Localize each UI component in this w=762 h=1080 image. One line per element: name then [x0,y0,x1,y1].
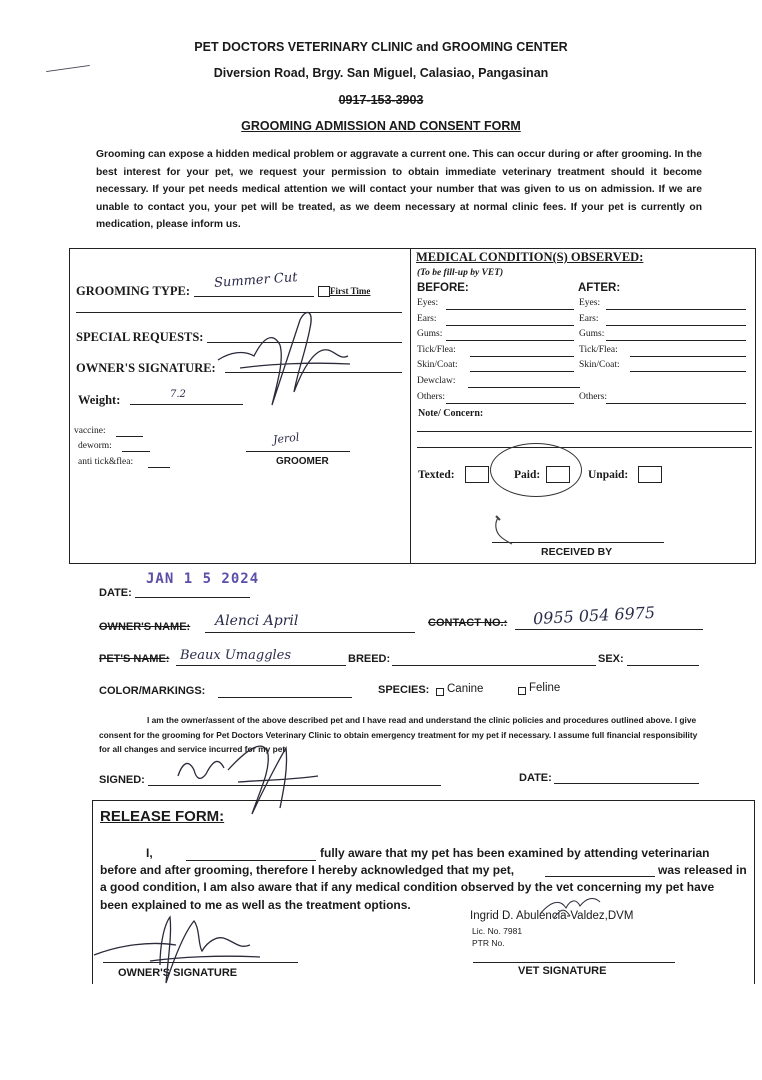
vet-signature-label: VET SIGNATURE [518,965,607,977]
medical-after-label: Ears: [579,313,599,324]
contact-label: CONTACT NO.: [428,617,508,629]
medical-before-line[interactable] [446,340,574,341]
medical-before-label: Gums: [417,329,443,340]
received-by-label: RECEIVED BY [541,546,613,558]
release-top-border [92,800,755,801]
vet-license: Lic. No. 7981 [472,926,523,936]
first-time-label: First Time [330,286,371,296]
anti-tick-label: anti tick&flea: [78,457,134,467]
vaccine-label: vaccine: [74,426,106,436]
medical-before-label: Dewclaw: [417,376,456,386]
sex-label: SEX: [598,653,624,665]
medical-after-line[interactable] [606,309,746,310]
medical-before-label: Eyes: [417,298,439,308]
release-owner-signature-scribble [90,905,270,995]
medical-before-line[interactable] [468,387,580,388]
vet-signature-scribble [530,888,610,928]
color-markings-label: COLOR/MARKINGS: [99,685,206,697]
box-divider [410,248,411,564]
medical-before-line[interactable] [446,309,574,310]
paid-label: Paid: [514,469,541,481]
release-title: RELEASE FORM: [100,808,225,825]
owner-name-value: Alenci April [215,613,299,629]
weight-label: Weight: [78,393,121,407]
groomer-label: GROOMER [276,456,329,467]
intro-paragraph: Grooming can expose a hidden medical problem or aggravate a current one. This can occur during or after grooming. In the best interest for your pet, we request your permission to obtain immediate veterinary treatment should it become necessary. If your pet needs medical attention we will contact your number that was given to us on admission. If we are unable to contact you, your pet will be treated, as we deem necessary at normal clinic fees. If your pet is currently on medication, please inform us. [96,149,702,230]
medical-after-line[interactable] [606,403,746,404]
date-label: DATE: [99,587,132,599]
release-line1-start: I, [146,846,153,860]
release-line2-start: before and after grooming, therefore I hereby acknowledged that my pet, [100,863,515,877]
medical-before-label: Tick/Flea: [417,344,456,355]
first-time-checkbox[interactable] [318,286,330,297]
medical-after-line[interactable] [606,340,746,341]
owner-name-label: OWNER'S NAME: [99,621,191,633]
medical-after-label: Eyes: [579,298,601,308]
texted-label: Texted: [418,469,455,481]
canine-checkbox[interactable] [436,688,444,696]
date-stamp: JAN 1 5 2024 [146,571,260,587]
weight-value: 7.2 [170,389,186,400]
pet-name-label: PET'S NAME: [99,653,170,665]
form-title: GROOMING ADMISSION AND CONSENT FORM [241,119,521,133]
consent-date-label: DATE: [519,772,552,784]
release-line2-end: was released in [658,863,747,877]
feline-checkbox[interactable] [518,687,526,695]
pet-name-value: Beaux Umaggles [180,648,292,663]
release-line3: a good condition, I am also aware that if any medical condition observed by the vet concerning my pet have [100,880,715,894]
medical-before-line[interactable] [470,356,574,357]
medical-before-label: Ears: [417,313,437,324]
medical-after-label: Others: [579,391,607,402]
medical-before-line[interactable] [470,371,574,372]
clinic-phone: 0917-153-3903 [338,93,424,107]
grooming-type-value: Summer Cut [213,270,298,291]
species-label: SPECIES: [378,684,430,696]
medical-title: MEDICAL CONDITION(S) OBSERVED: [416,250,644,264]
breed-label: BREED: [348,653,391,665]
texted-checkbox[interactable] [465,466,489,483]
release-right-border [754,800,755,984]
deworm-label: deworm: [78,441,112,451]
release-line1-end: fully aware that my pet has been examined by attending veterinarian [320,846,710,860]
medical-after-line[interactable] [630,371,746,372]
owner-signature-label: OWNER'S SIGNATURE: [76,361,216,375]
medical-after-label: Gums: [579,329,605,340]
medical-before-line[interactable] [446,325,574,326]
medical-after-label: Tick/Flea: [579,344,618,355]
groomer-name: Jerol [272,430,300,447]
medical-before-line[interactable] [446,403,574,404]
medical-before-label: Skin/Coat: [417,360,458,371]
consent-text: I am the owner/assent of the above described pet and I have read and understand the clinic policies and procedures outlined above. I give consent for the grooming for Pet Doctors Veterinary Clinic to obtain emergency treatment for my pet if necessary. I assume full financial responsibility for all changes and service incurred for my pet. [99,715,698,754]
medical-subtitle: (To be fill-up by VET) [417,268,504,278]
unpaid-label: Unpaid: [588,469,629,481]
clinic-name: PET DOCTORS VETERINARY CLINIC and GROOMING CENTER [194,40,568,54]
medical-before-label: Others: [417,391,445,402]
vet-ptr: PTR No. [472,938,505,948]
paid-circle-mark [490,443,582,497]
note-label: Note/ Concern: [418,408,484,419]
before-label: BEFORE: [417,282,469,294]
medical-after-label: Skin/Coat: [579,360,620,371]
clinic-address: Diversion Road, Brgy. San Miguel, Calasiao, Pangasinan [213,66,549,80]
after-label: AFTER: [578,282,621,294]
unpaid-checkbox[interactable] [638,466,662,483]
feline-label: Feline [529,682,561,694]
medical-after-line[interactable] [606,325,746,326]
vet-name: Ingrid D. Abulencia-Valdez,DVM [470,910,634,922]
contact-value: 0955 054 6975 [532,602,656,629]
release-left-border [92,800,93,984]
release-line4: been explained to me as well as the treatment options. [100,898,411,912]
signed-label: SIGNED: [99,774,145,786]
special-requests-label: SPECIAL REQUESTS: [76,330,204,344]
medical-after-line[interactable] [630,356,746,357]
grooming-type-label: GROOMING TYPE: [76,284,191,298]
release-owner-signature-label: OWNER'S SIGNATURE [118,967,238,979]
canine-label: Canine [447,683,484,695]
